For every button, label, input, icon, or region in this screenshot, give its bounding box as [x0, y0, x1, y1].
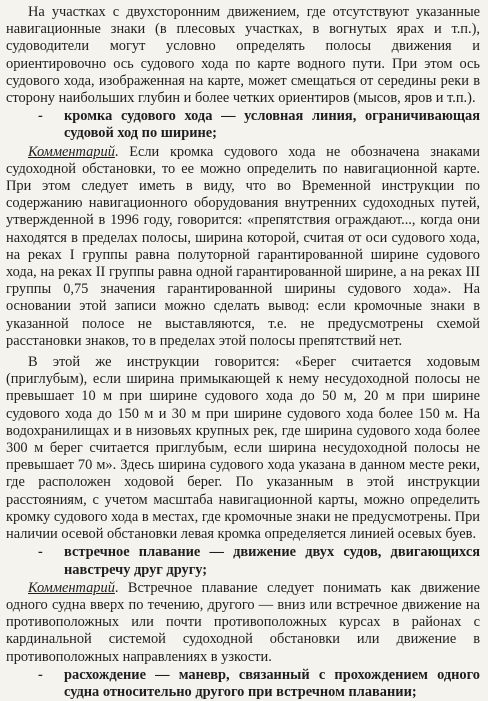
- paragraph-comment-fairway-edge: [6, 144, 480, 350]
- paragraph-instruction-bank: В этой же инструкции говорится: «Берег считается ходовым (приглубым), если ширина примыкающей к нему несудоходной полосы не превышает 10 м при ширине судового хода до 50 м, 20 м при ширине судового хода до 150 м и 30 м при ширине судового хода более 150 м. На водохранилищах и в низовьях крупных рек, где ширина судового хода более 300 м берег считается приглубым, если ширина несудоходной полосы не превышает 70 м». Здесь ширина судового хода указана в данном месте реки, где расположен ходовой берег. По указанным в этой инструкции расстояниям, с учетом масштаба навигационной карты, можно определить кромку судового хода в местах, где кромочные знаки не предусмотрены. При наличии осевой обстановки левая кромка определяется линией осевых буев.: [6, 354, 480, 543]
- term-fairway-edge-text: кромка судового хода — условная линия, ограничивающая судовой ход по ширине;: [64, 108, 480, 142]
- paragraph-navigation-signs: На участках с двухсторонним движением, где отсутствуют указанные навигационные знаки (в плесовых участках, в вогнутых ярах и т.п.), судоводители могут условно определять полосы движения и ориентировочно ось судового хода по карте водного пути. При этом ось судового хода, изображенная на карте, может смещаться от середины реки в сторону наибольших глубин и более четких ориентиров (мысов, яров и т.п.).: [6, 4, 480, 107]
- comment-text: . Если кромка судового хода не обозначена знаками судоходной обстановки, то ее можно определить по навигационной карте. При этом следует иметь в виду, что во Временной инструкции по содержанию навигационного оборудования внутренних судоходных путей, утвержденной в 1996 году, говорится: «препятствия ограждают..., когда они находятся в пределах полосы, ширина которой, считая от оси судового хода, на реках I группы равна полуторной гарантированной ширине судового хода, на реках II группы равна одной гарантированной ширине, а на реках III группы 0,75 значения гарантированной ширины судового хода». На основании этой записи можно сделать вывод: если кромочные знаки в указанной полосе не выставляются, т.е. не предусмотрены схемой расстановки знаков, то в пределах этой полосы препятствий нет.: [6, 143, 480, 349]
- term-passing-text: расхождение — маневр, связанный с прохождением одного судна относительно другого при встречном плавании;: [64, 666, 480, 700]
- comment-text: . Встречное плавание следует понимать как движение одного судна вверх по течению, другого — вниз или встречное движение на противоположных или почти противоположных курсах в районах с кардинальной системой судоходной обстановки или движение в противоположных направлениях в узкости.: [6, 579, 480, 665]
- comment-label: Комментарий: [28, 579, 115, 596]
- term-head-on-navigation: - встречное плавание — движение двух судов, двигающихся навстречу друг другу;: [38, 544, 480, 578]
- term-head-on-navigation-text: встречное плавание — движение двух судов, двигающихся навстречу друг другу;: [64, 544, 480, 578]
- term-passing: - расхождение — маневр, связанный с прохождением одного судна относительно другого при встречном плавании;: [38, 666, 480, 700]
- term-fairway-edge: - кромка судового хода — условная линия, ограничивающая судовой ход по ширине;: [38, 108, 480, 142]
- comment-label: Комментарий: [28, 143, 115, 160]
- paragraph-comment-head-on: [6, 580, 480, 666]
